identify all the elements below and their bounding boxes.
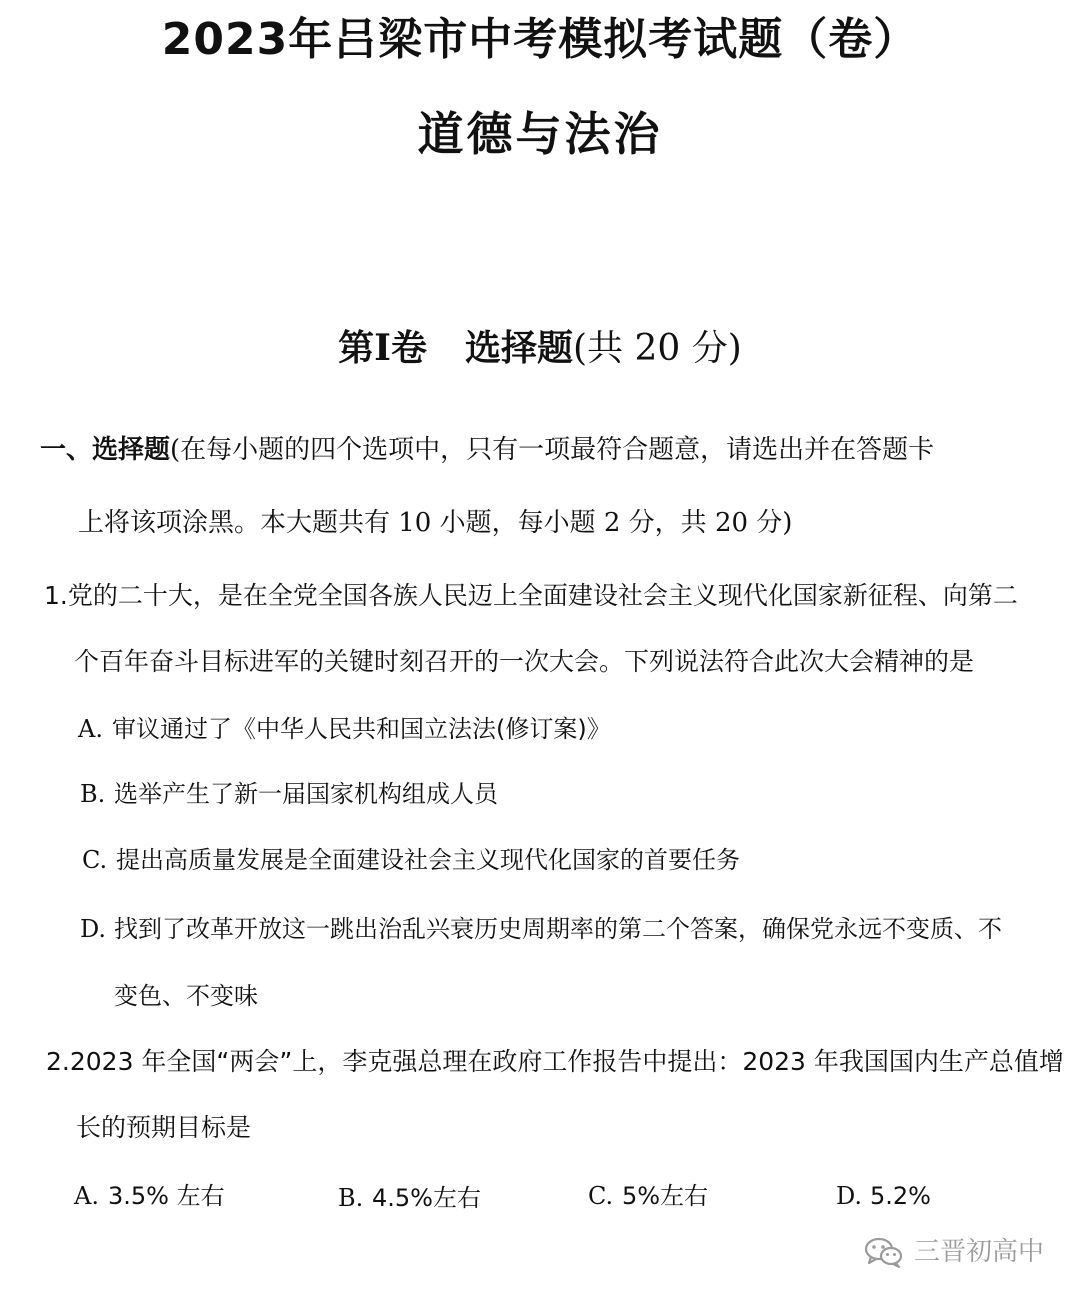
question-2-option-b bbox=[338, 1178, 481, 1218]
option-letter: B. bbox=[80, 780, 106, 808]
option-text: 提出高质量发展是全面建设社会主义现代化国家的首要任务 bbox=[116, 846, 740, 874]
part-one-line1 bbox=[40, 430, 934, 470]
question-1-stem-line1 bbox=[44, 576, 1018, 616]
part-one-heading: 一、选择题 bbox=[40, 435, 171, 465]
option-text: 3.5% 左右 bbox=[108, 1182, 225, 1210]
question-1-option-d bbox=[80, 909, 1002, 949]
watermark bbox=[864, 1232, 1044, 1272]
option-text: 5%左右 bbox=[622, 1182, 709, 1210]
wechat-icon bbox=[864, 1236, 904, 1268]
section-label: 第Ⅰ卷 bbox=[338, 327, 428, 369]
section-note: (共 20 分) bbox=[573, 328, 742, 369]
option-letter: B. bbox=[338, 1184, 364, 1212]
question-1-stem-line2: 个百年奋斗目标进军的关键时刻召开的一次大会。下列说法符合此次大会精神的是 bbox=[74, 647, 975, 676]
option-letter: D. bbox=[80, 915, 107, 943]
question-1-number: 1. bbox=[44, 581, 68, 610]
question-2-stem-line1 bbox=[46, 1042, 1064, 1082]
option-letter: A. bbox=[74, 1182, 99, 1210]
option-letter: D. bbox=[836, 1182, 863, 1210]
question-2-option-d bbox=[836, 1176, 931, 1216]
question-1-option-c bbox=[82, 840, 740, 880]
option-text: 4.5%左右 bbox=[372, 1184, 481, 1212]
option-text: 审议通过了《中华人民共和国立法法(修订案)》 bbox=[112, 715, 611, 743]
question-2-number: 2. bbox=[46, 1047, 70, 1076]
part-one-line2: 上将该项涂黑。本大题共有 10 小题，每小题 2 分，共 20 分) bbox=[78, 508, 793, 538]
question-1-option-d-cont: 变色、不变味 bbox=[114, 982, 258, 1010]
watermark-text: 三晋初高中 bbox=[913, 1237, 1044, 1267]
option-text: 5.2% bbox=[870, 1182, 931, 1210]
option-text: 选举产生了新一届国家机构组成人员 bbox=[114, 780, 498, 808]
part-one-instruction: (在每小题的四个选项中，只有一项最符合题意，请选出并在答题卡 bbox=[170, 435, 935, 465]
option-letter: C. bbox=[82, 846, 108, 874]
question-2-option-a bbox=[74, 1176, 225, 1216]
question-2-stem: 2023 年全国“两会”上，李克强总理在政府工作报告中提出：2023 年我国国内生产总值增 bbox=[69, 1047, 1064, 1076]
option-letter: A. bbox=[78, 715, 103, 743]
question-1-option-b bbox=[80, 774, 498, 814]
question-1-stem: 党的二十大，是在全党全国各族人民迈上全面建设社会主义现代化国家新征程、向第二 bbox=[67, 581, 1018, 610]
exam-title: 2023年吕梁市中考模拟考试题（卷） bbox=[161, 14, 919, 65]
subject-title: 道德与法治 bbox=[417, 107, 663, 161]
option-letter: C. bbox=[588, 1182, 614, 1210]
section-name: 选择题 bbox=[465, 327, 574, 369]
question-2-stem-line2: 长的预期目标是 bbox=[76, 1113, 252, 1142]
option-text: 找到了改革开放这一跳出治乱兴衰历史周期率的第二个答案，确保党永远不变质、不 bbox=[114, 915, 1002, 943]
question-2-option-c bbox=[588, 1176, 708, 1216]
section-heading bbox=[0, 320, 1080, 377]
question-1-option-a bbox=[78, 709, 611, 749]
